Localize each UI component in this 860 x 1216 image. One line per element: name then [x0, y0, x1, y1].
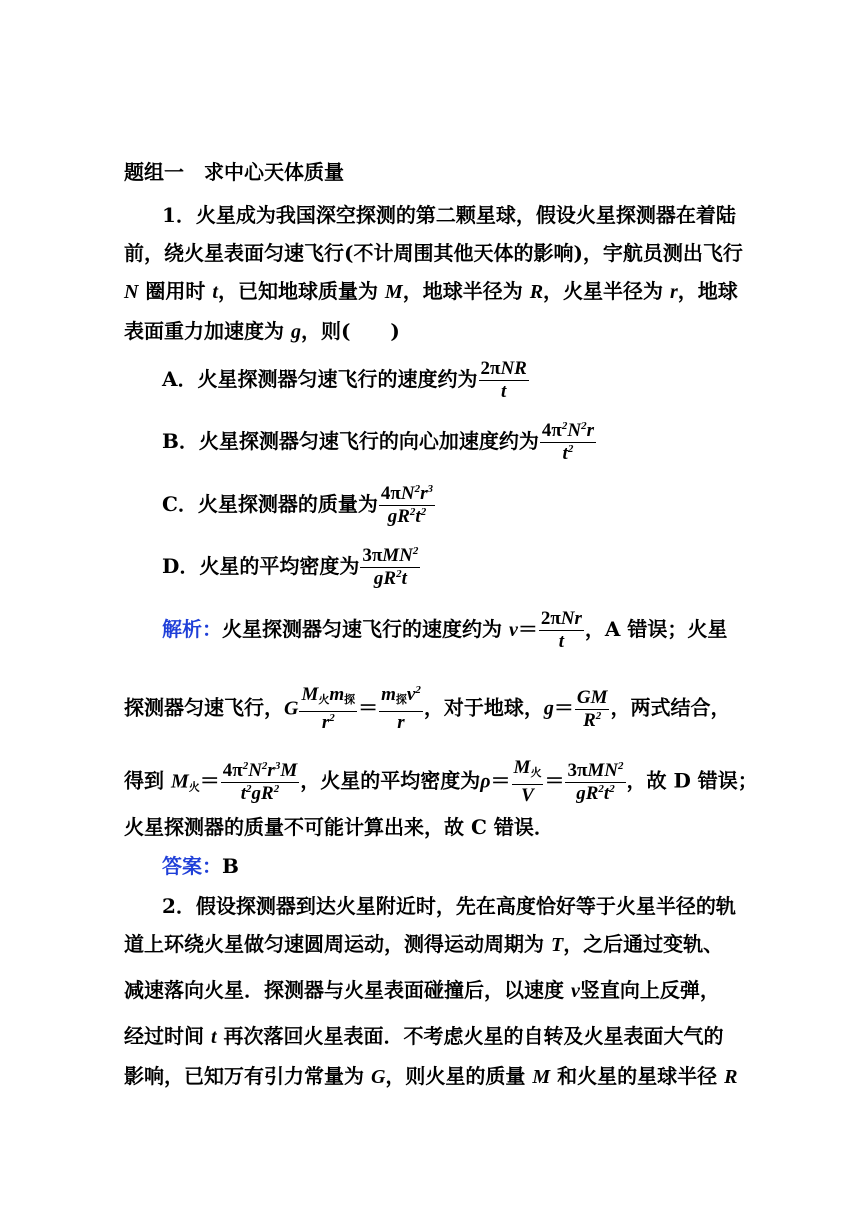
analysis-label: 解析： [162, 617, 222, 641]
q2-stem-line-3: 减速落向火星．探测器与火星表面碰撞后，以速度 v竖直向上反弹， [124, 978, 720, 1002]
q1-stem-line-2: 前，绕火星表面匀速飞行(不计周围其他天体的影响)，宇航员测出飞行 [124, 241, 743, 265]
q2-stem-line-4: 经过时间 t 再次落回火星表面．不考虑火星的自转及火星表面大气的 [124, 1024, 724, 1048]
option-a[interactable]: A．火星探测器匀速飞行的速度约为 $\frac{\text{2πNR}}{t}$ [162, 358, 527, 402]
analysis-line-1: 解析：火星探测器匀速飞行的速度约为 v＝ $\frac{\text{2πNr}}{t}$ ，A 错误；火星 [162, 608, 728, 652]
option-d[interactable]: D．火星的平均密度为 $\frac{3\pi MN^2}{gR^2t}$ [162, 545, 419, 589]
analysis-line-4: 火星探测器的质量不可能计算出来，故 C 错误． [124, 815, 554, 839]
q2-stem-line-1: 2．假设探测器到达火星附近时，先在高度恰好等于火星半径的轨 [162, 894, 736, 918]
option-c[interactable]: C．火星探测器的质量为 $\frac{4\pi N^2r^3}{gR^2t^2}$ [162, 483, 433, 527]
q2-stem-line-2: 道上环绕火星做匀速圆周运动，测得运动周期为 T，之后通过变轨、 [124, 932, 724, 956]
q2-stem-line-5: 影响，已知万有引力常量为 G，则火星的质量 M 和火星的星球半径 R [124, 1064, 738, 1088]
q1-stem-line-4: 表面重力加速度为 g，则( ) [124, 319, 400, 343]
q1-stem-line-1: 1．火星成为我国深空探测的第二颗星球，假设火星探测器在着陆 [162, 203, 736, 227]
answer: 答案：B [162, 854, 239, 878]
answer-label: 答案： [162, 854, 222, 878]
analysis-line-2: 探测器匀速飞行，G $\frac{M_火m_探}{r^2}$ ＝ $\frac{m_探v^2}{r}$ ，对于地球，g＝ $\frac{GM}{R^2}$ ，两式结合， [124, 684, 731, 733]
analysis-line-3: 得到 $M_火=$ $\frac{4\pi^2N^2r^3M}{t^2gR^2}$ ，火星的平均密度为ρ＝ $\frac{M_火}{V}$ ＝ $\frac{3\pi MN^2}{gR^2t^2}$ ，故 D 错误； [124, 757, 758, 806]
q1-stem-line-3: N 圈用时 t，已知地球质量为 M，地球半径为 R，火星半径为 r，地球 [124, 279, 738, 303]
option-b[interactable]: B．火星探测器匀速飞行的向心加速度约为 $\frac{4\pi^2N^2r}{t^2}$ [162, 420, 594, 464]
section-heading: 题组一 求中心天体质量 [124, 160, 344, 184]
